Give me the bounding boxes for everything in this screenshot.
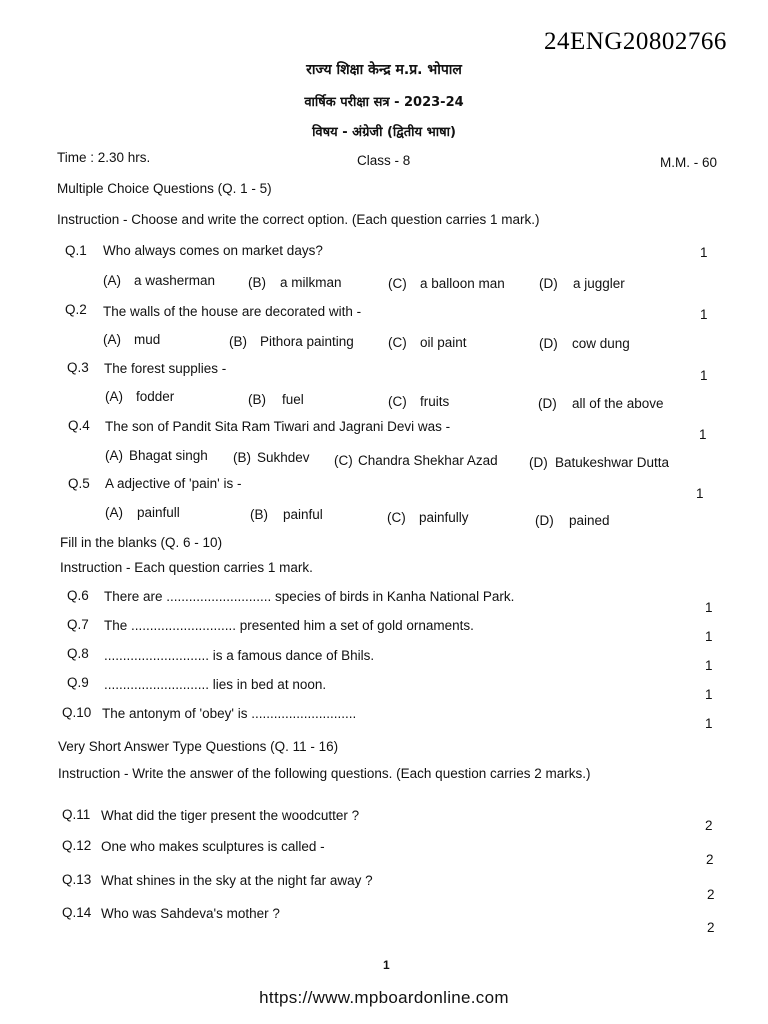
question-number: Q.3 xyxy=(67,360,89,375)
option-label: (D) xyxy=(529,455,548,470)
option-label: (D) xyxy=(535,513,554,528)
option-label: (C) xyxy=(388,276,407,291)
question-number: Q.10 xyxy=(62,705,92,720)
question-text: A adjective of 'pain' is - xyxy=(105,476,242,491)
option-text: Sukhdev xyxy=(257,450,310,465)
option-text: a washerman xyxy=(134,273,216,288)
question-number: Q.9 xyxy=(67,675,89,690)
option-text: Pithora painting xyxy=(260,334,354,349)
option-text: a juggler xyxy=(573,276,625,291)
question-marks: 1 xyxy=(705,629,713,644)
question-marks: 1 xyxy=(700,368,708,383)
question-number: Q.6 xyxy=(67,588,89,603)
question-text: One who makes sculptures is called - xyxy=(101,839,325,854)
question-number: Q.8 xyxy=(67,646,89,661)
question-number: Q.1 xyxy=(65,243,87,258)
question-number: Q.5 xyxy=(68,476,90,491)
question-text: There are ............................ species of birds in Kanha National Park. xyxy=(104,589,515,604)
option-label: (A) xyxy=(105,389,123,404)
option-label: (A) xyxy=(105,505,123,520)
question-text: The antonym of 'obey' is ............................ xyxy=(102,706,357,721)
option-label: (B) xyxy=(250,507,268,522)
question-marks: 2 xyxy=(706,852,714,867)
subject-title: विषय - अंग्रेजी (द्वितीय भाषा) xyxy=(312,125,456,140)
question-marks: 1 xyxy=(699,427,707,442)
option-label: (C) xyxy=(334,453,353,468)
question-number: Q.13 xyxy=(62,872,92,887)
question-marks: 1 xyxy=(696,486,704,501)
question-text: ............................ is a famous dance of Bhils. xyxy=(104,648,375,663)
question-number: Q.4 xyxy=(68,418,90,433)
option-text: a milkman xyxy=(280,275,342,290)
option-text: fuel xyxy=(282,392,304,407)
option-text: Batukeshwar Dutta xyxy=(555,455,670,470)
option-text: mud xyxy=(134,332,161,347)
board-title: राज्य शिक्षा केन्द्र म.प्र. भोपाल xyxy=(306,62,462,78)
option-label: (C) xyxy=(387,510,406,525)
max-marks-label: M.M. - 60 xyxy=(660,155,718,170)
question-text: The forest supplies - xyxy=(104,361,227,376)
option-label: (D) xyxy=(539,276,558,291)
option-label: (B) xyxy=(248,392,266,407)
option-label: (B) xyxy=(229,334,247,349)
option-text: fruits xyxy=(420,394,450,409)
question-text: The walls of the house are decorated with - xyxy=(103,304,362,319)
section-short-instruction: Instruction - Write the answer of the following questions. (Each question carries 2 marks.) xyxy=(58,766,591,781)
option-text: all of the above xyxy=(572,396,664,411)
section-fill-title: Fill in the blanks (Q. 6 - 10) xyxy=(60,535,223,550)
option-label: (C) xyxy=(388,394,407,409)
exam-title: वार्षिक परीक्षा सत्र - 2023-24 xyxy=(304,95,464,110)
option-text: pained xyxy=(569,513,610,528)
option-text: oil paint xyxy=(420,335,467,350)
option-text: painful xyxy=(283,507,323,522)
website-link[interactable]: https://www.mpboardonline.com xyxy=(259,988,509,1007)
question-marks: 2 xyxy=(707,887,715,902)
question-marks: 1 xyxy=(705,687,713,702)
question-number: Q.14 xyxy=(62,905,92,920)
question-number: Q.12 xyxy=(62,838,92,853)
option-text: painfull xyxy=(137,505,180,520)
question-text: Who always comes on market days? xyxy=(103,243,323,258)
option-label: (A) xyxy=(103,273,121,288)
question-marks: 1 xyxy=(705,658,713,673)
option-label: (D) xyxy=(539,336,558,351)
option-text: painfully xyxy=(419,510,469,525)
question-text: What did the tiger present the woodcutter ? xyxy=(101,808,360,823)
section-fill-instruction: Instruction - Each question carries 1 mark. xyxy=(60,560,313,575)
question-number: Q.7 xyxy=(67,617,89,632)
option-label: (A) xyxy=(103,332,121,347)
option-label: (B) xyxy=(248,275,266,290)
option-label: (C) xyxy=(388,335,407,350)
option-label: (B) xyxy=(233,450,251,465)
question-number: Q.2 xyxy=(65,302,87,317)
option-label: (D) xyxy=(538,396,557,411)
question-text: Who was Sahdeva's mother ? xyxy=(101,906,280,921)
paper-code: 24ENG20802766 xyxy=(544,28,727,55)
option-text: Chandra Shekhar Azad xyxy=(358,453,498,468)
section-mcq-title: Multiple Choice Questions (Q. 1 - 5) xyxy=(57,181,272,196)
page-number: 1 xyxy=(383,958,390,972)
option-text: a balloon man xyxy=(420,276,505,291)
option-text: Bhagat singh xyxy=(129,448,208,463)
class-label: Class - 8 xyxy=(357,153,411,168)
question-marks: 1 xyxy=(705,600,713,615)
question-text: The ............................ presented him a set of gold ornaments. xyxy=(104,618,474,633)
question-marks: 1 xyxy=(700,307,708,322)
option-text: fodder xyxy=(136,389,175,404)
question-text: What shines in the sky at the night far away ? xyxy=(101,873,373,888)
question-marks: 2 xyxy=(707,920,715,935)
question-marks: 2 xyxy=(705,818,713,833)
option-label: (A) xyxy=(105,448,123,463)
option-text: cow dung xyxy=(572,336,630,351)
question-marks: 1 xyxy=(705,716,713,731)
question-text: The son of Pandit Sita Ram Tiwari and Jagrani Devi was - xyxy=(105,419,451,434)
question-number: Q.11 xyxy=(62,807,91,822)
question-marks: 1 xyxy=(700,245,708,260)
section-short-title: Very Short Answer Type Questions (Q. 11 - 16) xyxy=(58,739,339,754)
section-mcq-instruction: Instruction - Choose and write the correct option. (Each question carries 1 mark.) xyxy=(57,212,540,227)
question-text: ............................ lies in bed at noon. xyxy=(104,677,327,692)
time-label: Time : 2.30 hrs. xyxy=(57,150,151,165)
